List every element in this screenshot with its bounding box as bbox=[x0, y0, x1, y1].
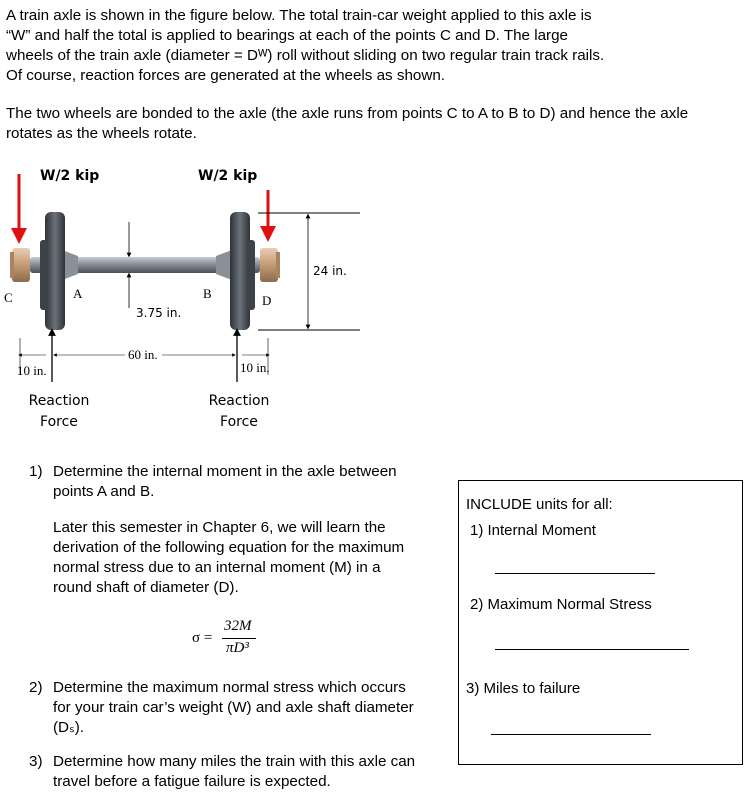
reaction-line: Force bbox=[40, 414, 78, 430]
answer-blank-3[interactable] bbox=[491, 734, 651, 735]
hub-right bbox=[216, 250, 232, 280]
wheel-diameter-label: 24 in. bbox=[313, 264, 347, 278]
wheel-left bbox=[40, 212, 65, 330]
reaction-line: Reaction bbox=[208, 393, 270, 409]
reaction-label-right bbox=[200, 391, 278, 433]
intro-line: The two wheels are bonded to the axle (the axle runs from points C to A to B to D) and hence the axle bbox=[6, 105, 689, 122]
span-label: 60 in. bbox=[128, 347, 158, 362]
answer-box-header: INCLUDE units for all: bbox=[466, 496, 613, 513]
later-line: round shaft of diameter (D). bbox=[53, 579, 239, 596]
question-1 bbox=[29, 462, 449, 502]
question-number: 2) bbox=[29, 679, 43, 696]
intro-paragraph-1 bbox=[6, 6, 746, 86]
question-2 bbox=[29, 678, 449, 738]
later-line: normal stress due to an internal moment (M) in a bbox=[53, 559, 381, 576]
point-d-label: D bbox=[262, 293, 272, 308]
question-2-line: (Dₛ). bbox=[53, 719, 84, 736]
point-a-label: A bbox=[73, 286, 83, 301]
question-3 bbox=[29, 752, 449, 792]
question-3-line: Determine how many miles the train with this axle can bbox=[53, 753, 416, 770]
fraction-bar bbox=[222, 638, 256, 639]
answer-label-internal-moment: 1) Internal Moment bbox=[470, 522, 596, 539]
answer-blank-1[interactable] bbox=[495, 573, 655, 574]
load-label-left: W/2 kip bbox=[40, 168, 100, 184]
question-3-line: travel before a fatigue failure is expected. bbox=[53, 773, 331, 790]
intro-paragraph-2 bbox=[6, 104, 746, 144]
point-c-label: C bbox=[4, 290, 13, 305]
formula-lhs: σ = bbox=[192, 630, 213, 646]
question-number: 3) bbox=[29, 753, 43, 770]
question-1-line: points A and B. bbox=[53, 483, 155, 500]
right-offset-label: 10 in. bbox=[240, 360, 270, 375]
wheel-right bbox=[230, 212, 255, 330]
later-line: Later this semester in Chapter 6, we will learn the bbox=[53, 519, 386, 536]
answer-label-max-stress: 2) Maximum Normal Stress bbox=[470, 596, 652, 613]
intro-line: A train axle is shown in the figure below. The total train-car weight applied to this axle is bbox=[6, 7, 592, 24]
formula-numerator: 32M bbox=[224, 618, 252, 634]
load-label-right: W/2 kip bbox=[198, 168, 258, 184]
intro-line: wheels of the train axle (diameter = Dᵂ) roll without sliding on two regular train track rails. bbox=[6, 47, 605, 64]
intro-line: Of course, reaction forces are generated at the wheels as shown. bbox=[6, 67, 445, 84]
load-arrow-right bbox=[260, 190, 276, 242]
question-1-line: Determine the internal moment in the axle between bbox=[53, 463, 397, 480]
answer-label-miles: 3) Miles to failure bbox=[466, 680, 581, 697]
question-number: 1) bbox=[29, 463, 43, 480]
answer-box bbox=[458, 480, 743, 765]
bearing-right bbox=[260, 248, 280, 282]
bearing-left bbox=[10, 248, 30, 282]
load-arrow-left bbox=[11, 174, 27, 244]
left-offset-label: 10 in. bbox=[17, 363, 47, 378]
intro-line: rotates as the wheels rotate. bbox=[6, 125, 197, 142]
question-2-line: Determine the maximum normal stress which occurs bbox=[53, 679, 406, 696]
formula-denominator: πD³ bbox=[226, 640, 249, 656]
answer-blank-2[interactable] bbox=[495, 649, 689, 650]
reaction-line: Force bbox=[220, 414, 258, 430]
reaction-label-left bbox=[20, 391, 98, 433]
reaction-line: Reaction bbox=[28, 393, 90, 409]
intro-line: “W” and half the total is applied to bearings at each of the points C and D. The large bbox=[6, 27, 568, 44]
later-paragraph bbox=[53, 518, 453, 598]
train-axle-figure bbox=[0, 160, 400, 440]
question-2-line: for your train car’s weight (W) and axle shaft diameter bbox=[53, 699, 414, 716]
point-b-label: B bbox=[203, 286, 212, 301]
later-line: derivation of the following equation for the maximum bbox=[53, 539, 405, 556]
shaft-diameter-label: 3.75 in. bbox=[136, 306, 182, 320]
